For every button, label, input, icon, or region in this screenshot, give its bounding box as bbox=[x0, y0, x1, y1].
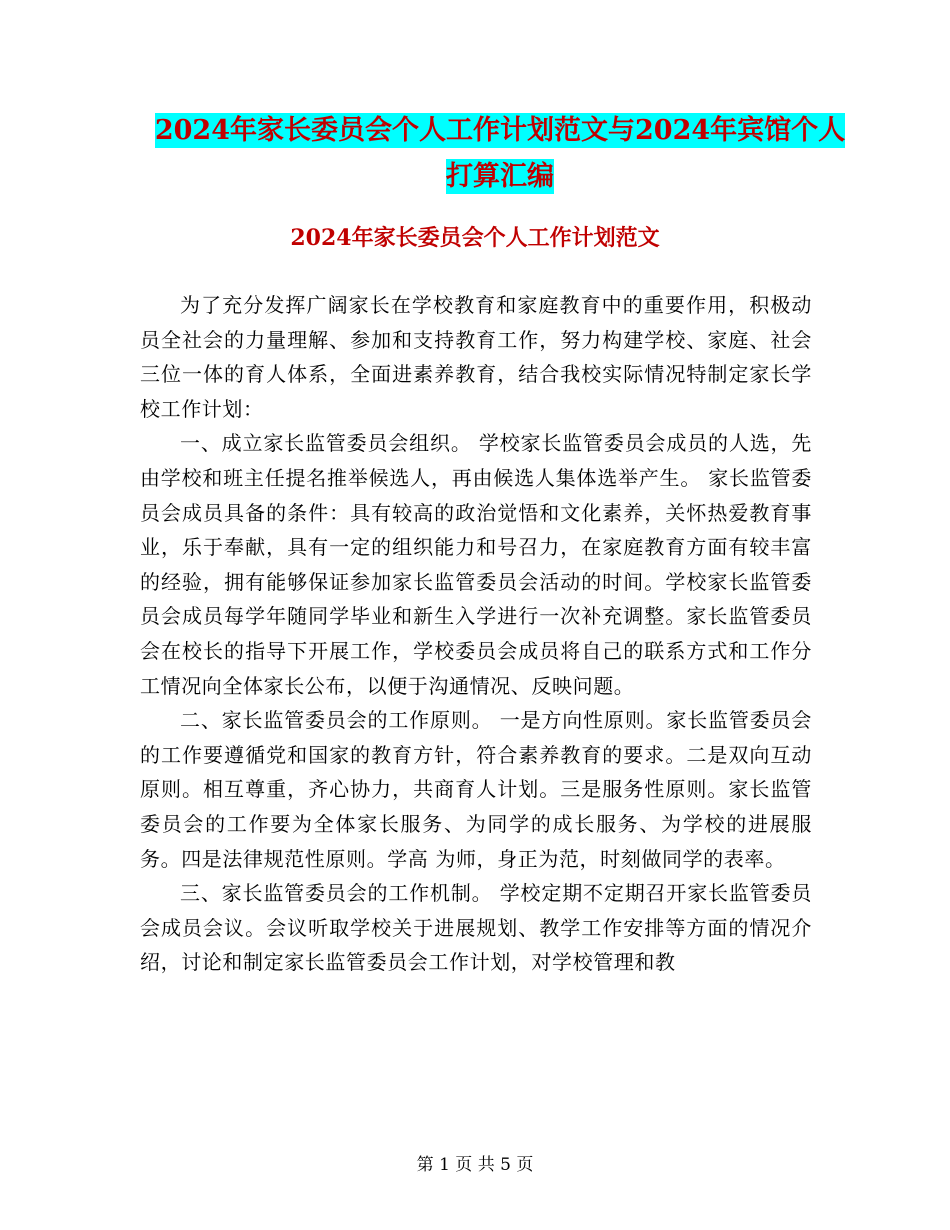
document-body bbox=[140, 288, 812, 980]
document-title-text: 2024年家长委员会个人工作计划范文与2024年宾馆个人打算汇编 bbox=[154, 115, 846, 192]
page-footer: 第 1 页 共 5 页 bbox=[416, 1155, 534, 1175]
paragraph-section-one: 一、成立家长监管委员会组织。 学校家长监管委员会成员的人选，先由学校和班主任提名推举候选人，再由候选人集体选举产生。 家长监管委员会成员具备的条件：具有较高的政治觉悟和文化素养，关怀热爱教育事业，乐于奉献，具有一定的组织能力和号召力，在家庭教育方面有较丰富的经验，拥有能够保证参加家长监管委员会活动的时间。学校家长监管委员会成员每学年随同学毕业和新生入学进行一次补充调整。家长监管委员会在校长的指导下开展工作，学校委员会成员将自己的联系方式和工作分工情况向全体家长公布，以便于沟通情况、反映问题。 bbox=[140, 431, 812, 698]
paragraph-intro: 为了充分发挥广阔家长在学校教育和家庭教育中的重要作用，积极动员全社会的力量理解、参加和支持教育工作，努力构建学校、家庭、社会三位一体的育人体系，全面进素养教育，结合我校实际情况特制定家长学校工作计划： bbox=[140, 293, 812, 421]
document-title bbox=[150, 108, 850, 200]
paragraph-section-three: 三、家长监管委员会的工作机制。 学校定期不定期召开家长监管委员会成员会议。会议听取学校关于进展规划、教学工作安排等方面的情况介绍，讨论和制定家长监管委员会工作计划，对学校管理和教 bbox=[140, 881, 812, 975]
section-title: 2024年家长委员会个人工作计划范文 bbox=[290, 225, 660, 251]
paragraph-section-two: 二、家长监管委员会的工作原则。 一是方向性原则。家长监管委员会的工作要遵循党和国家的教育方针，符合素养教育的要求。二是双向互动原则。相互尊重，齐心协力，共商育人计划。三是服务性原则。家长监管委员会的工作要为全体家长服务、为同学的成长服务、为学校的进展服务。四是法律规范性原则。学高 为师，身正为范，时刻做同学的表率。 bbox=[140, 708, 812, 871]
